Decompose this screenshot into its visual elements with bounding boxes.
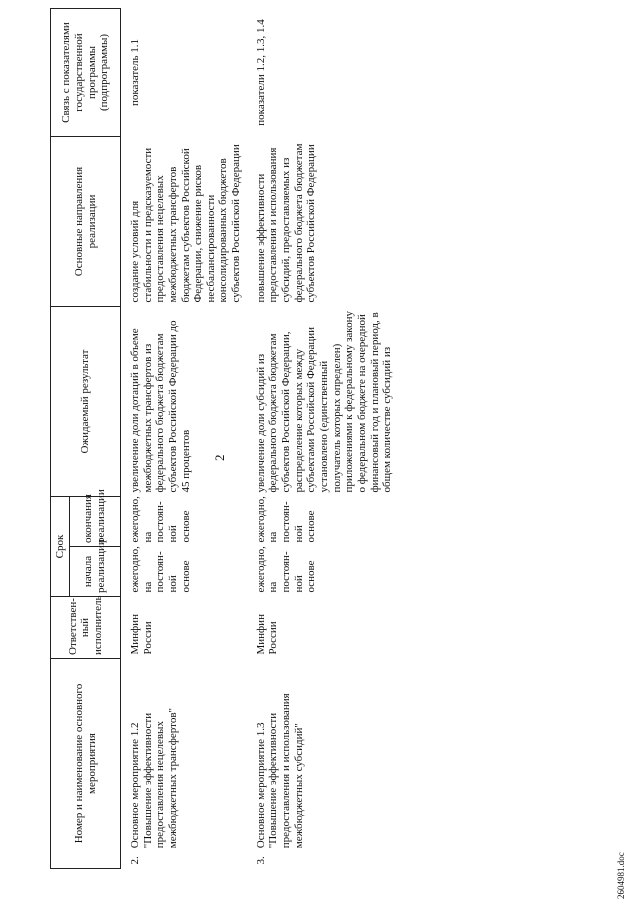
header-term-end: окончания реализации	[70, 497, 121, 547]
measure-cell	[247, 659, 398, 869]
table-row	[247, 9, 398, 869]
measure-name: Основное мероприятие 1.2 "Повышение эффективности предоставления нецелевых межбюджетных трансфертов"	[129, 707, 179, 849]
header-row-top	[51, 9, 70, 869]
row-number: 2.	[129, 856, 141, 865]
document-id: 2604981.doc	[616, 852, 626, 899]
measure-name: Основное мероприятие 1.3 "Повышение эффективности предоставления и использования межбюджетных субсидий"	[254, 693, 305, 849]
header-term: Срок	[51, 497, 70, 597]
measures-table	[50, 8, 398, 869]
result-cell: увеличение доли дотаций в объеме межбюджетных трансфертов из федерального бюджета бюджетам субъектов Российской Федерации до 45 процентов	[129, 320, 192, 493]
header-measure: Номер и наименование основного мероприятия	[51, 659, 121, 869]
table-row	[121, 9, 247, 869]
directions-cell: повышение эффективности предоставления и использования субсидий, предоставляемых из федерального бюджета бюджетам субъектов Российской Федерации	[254, 143, 318, 303]
measure-cell	[121, 659, 247, 869]
end-cell: ежегодно, на постоян-ной основе	[129, 496, 192, 543]
header-term-start: начала реализации	[70, 547, 121, 597]
executor-cell: Минфин России	[129, 614, 154, 655]
link-cell: показатель 1.1	[129, 38, 141, 107]
row-number: 3.	[254, 856, 267, 865]
header-link: Связь с показателями государственной программы (подпрограммы)	[51, 9, 121, 137]
end-cell: ежегодно, на постоян-ной основе	[254, 496, 318, 543]
header-result: Ожидаемый результат	[51, 307, 121, 497]
start-cell: ежегодно, на постоян-ной основе	[129, 546, 192, 593]
executor-cell: Минфин России	[254, 614, 280, 655]
header-directions: Основные направления реализации	[51, 137, 121, 307]
link-cell: показатели 1.2, 1.3, 1.4	[254, 19, 267, 126]
directions-cell: создание условий для стабильности и предсказуемости предоставления нецелевых межбюджетных трансфертов бюджетам субъектов Российской Федерации, снижение рисков несбалансированности консолидированных бюджетов субъектов Российской Федерации	[129, 144, 243, 303]
result-cell: увеличение доли субсидий из федерального бюджета бюджетам субъектов Российской Федерации, распределение которых между субъектами Российской Федерации установлено (единственный получатель которых определен) приложениями к федеральному закону о федеральном бюджете на очередной финансовый год и плановый период, в общем количестве субсидий из	[254, 311, 394, 493]
header-executor: Ответствен-ный исполнитель	[51, 597, 121, 659]
start-cell: ежегодно, на постоян-ной основе	[254, 546, 318, 593]
page-number: 2	[212, 454, 227, 461]
